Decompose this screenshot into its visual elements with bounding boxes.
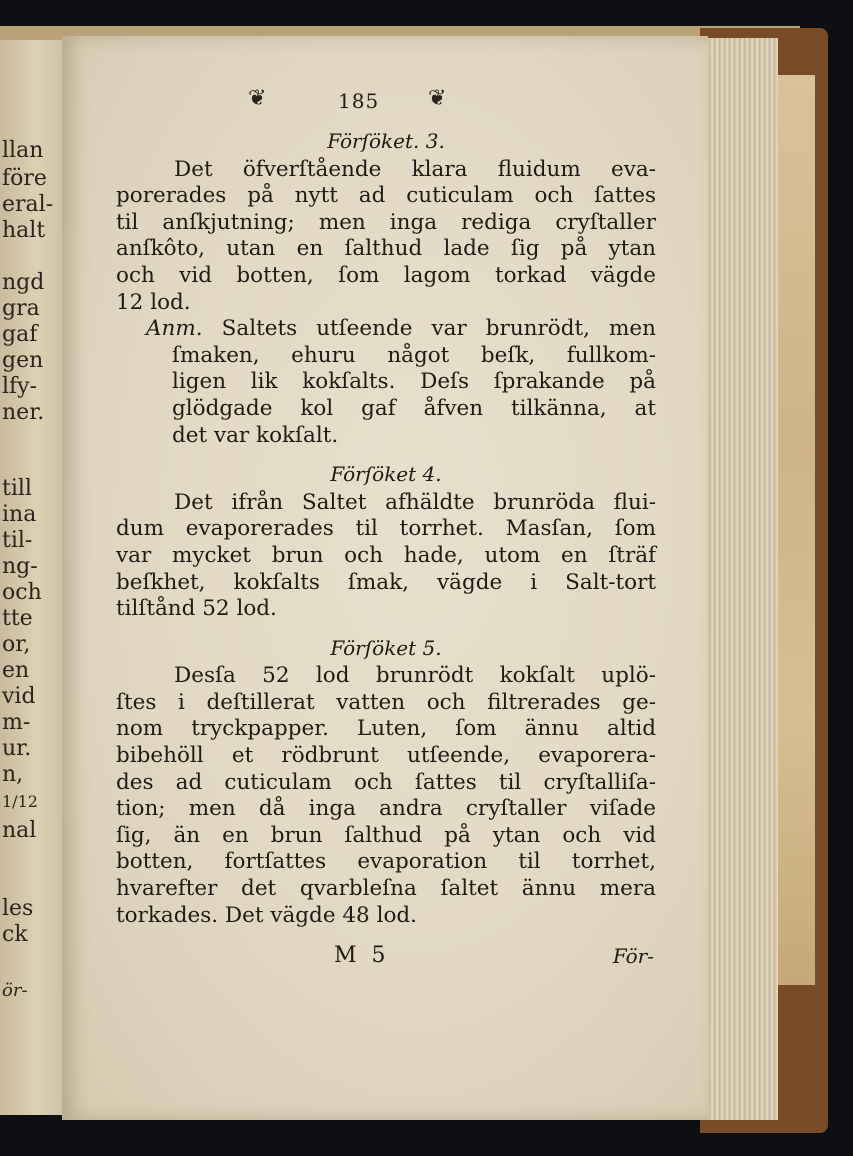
text-line: beſkhet, kokſalts ſmak, vägde i Salt-tort (116, 569, 656, 595)
text-line: Det öfverſtående klara fluidum eva- (174, 156, 656, 182)
text-line: ſtes i deſtillerat vatten och filtrerades ge- (116, 689, 656, 715)
text-line: tilſtånd 52 lod. (116, 596, 277, 622)
note-line: glödgade kol gaf åfven tilkänna, at (172, 395, 656, 421)
signature-mark: M 5 (334, 943, 390, 969)
left-fragment: halt (2, 218, 46, 243)
section-heading-3: Förſöket. 3. (327, 129, 445, 153)
page-185 (62, 36, 708, 1120)
page-text (116, 86, 656, 977)
text-line: des ad cuticulam och ſattes til cryſtalliſa- (116, 769, 656, 795)
text-line: nom tryckpapper. Luten, ſom ännu altid (116, 716, 656, 742)
left-fragment: och (2, 580, 42, 605)
left-fragment: ngd (2, 270, 45, 295)
left-fragment: ck (2, 922, 28, 947)
left-fragment: nal (2, 818, 37, 843)
text-line: til anſkjutning; men inga rediga cryſtaller (116, 209, 656, 235)
text-line: ſig, än en brun ſalthud på ytan och vid (116, 822, 656, 848)
left-fragment: en (2, 658, 30, 683)
section-heading-5: Förſöket 5. (330, 635, 442, 660)
left-ornament-icon: ❦ (248, 86, 267, 111)
page-header (116, 86, 656, 122)
text-line: dum evaporerades til torrhet. Masſan, ſom (116, 516, 656, 542)
text-line: 12 lod. (116, 289, 191, 315)
left-fragment: or, (2, 632, 31, 657)
text-line: och vid botten, ſom lagom torkad vägde (116, 262, 656, 288)
left-fragment: gra (2, 296, 40, 321)
note-line: ligen lik kokſalts. Deſs ſprakande på (172, 369, 656, 395)
left-fragment: gaf (2, 322, 38, 347)
text-line: porerades på nytt ad cuticulam och ſattes (116, 183, 656, 209)
text-line: anſkôto, utan en ſalthud lade ſig på ytan (116, 236, 656, 262)
left-fragment: n, (2, 762, 24, 787)
left-fragment: gen (2, 348, 44, 373)
section-heading-4: Förſöket 4. (330, 462, 442, 487)
left-fragment: til- (2, 528, 33, 553)
text-line: var mycket brun och hade, utom en ſträf (116, 542, 656, 568)
note-label: Anm. (146, 316, 203, 342)
previous-page (0, 40, 62, 1115)
left-fragment: llan (2, 138, 44, 163)
left-fragment: m- (2, 710, 31, 735)
text-line: torkades. Det vägde 48 lod. (116, 902, 417, 928)
text-line: bibehöll et rödbrunt utſeende, evaporera- (116, 743, 656, 769)
left-fragment: ner. (2, 400, 45, 425)
left-fragment: ina (2, 502, 37, 527)
left-fragment: 1/12 (2, 792, 38, 811)
page-footer (116, 943, 656, 977)
note-line: det var kokſalt. (172, 422, 339, 448)
catchword: För- (612, 944, 654, 969)
note-first-line (116, 316, 656, 343)
left-fragment: ur. (2, 736, 32, 761)
left-fragment: lfy- (2, 374, 38, 399)
left-fragment: ör- (2, 980, 28, 1001)
text-line: botten, fortſattes evaporation til torrhet, (116, 849, 656, 875)
note-line: ſmaken, ehuru något beſk, fullkom- (172, 342, 656, 368)
left-fragment: les (2, 896, 34, 921)
text-line: hvarefter det qvarbleſna ſaltet ännu mera (116, 876, 656, 902)
page-stack-edges (706, 38, 778, 1120)
left-fragment: ng- (2, 554, 38, 579)
left-fragment: tte (2, 606, 33, 631)
note-text: Saltets utſeende var brunrödt, men (221, 316, 656, 342)
left-fragment: vid (2, 684, 36, 709)
left-fragment: före (2, 166, 47, 191)
right-ornament-icon: ❦ (428, 86, 447, 111)
left-fragment: eral- (2, 192, 54, 217)
page-number: 185 (338, 89, 380, 113)
left-fragment: till (2, 476, 32, 501)
text-line: tion; men då inga andra cryſtaller viſade (116, 796, 656, 822)
text-line: Det ifrån Saltet afhäldte brunröda flui- (174, 489, 656, 515)
text-line: Desſa 52 lod brunrödt kokſalt uplö- (174, 663, 656, 689)
